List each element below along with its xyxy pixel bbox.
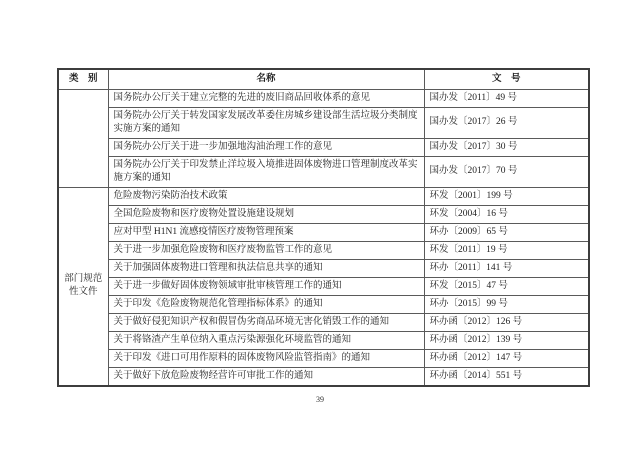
doc-no-cell: 环发〔2004〕16 号 bbox=[424, 205, 589, 223]
doc-no-cell: 环办〔2011〕141 号 bbox=[424, 259, 589, 277]
table-row bbox=[58, 331, 589, 349]
regulation-name-cell: 关于将铬渣产生单位纳入重点污染源强化环境监管的通知 bbox=[108, 331, 424, 349]
category-cell bbox=[58, 89, 108, 187]
regulations-table bbox=[57, 68, 590, 387]
table-row bbox=[58, 313, 589, 331]
regulation-name-cell: 全国危险废物和医疗废物处置设施建设规划 bbox=[108, 205, 424, 223]
table-row bbox=[58, 205, 589, 223]
regulation-name-cell: 关于加强固体废物进口管理和执法信息共享的通知 bbox=[108, 259, 424, 277]
header-category: 类 别 bbox=[58, 69, 108, 89]
doc-no-cell: 国办发〔2017〕26 号 bbox=[424, 107, 589, 138]
regulation-name-cell: 关于印发《进口可用作原料的固体废物风险监管指南》的通知 bbox=[108, 349, 424, 367]
table-row bbox=[58, 241, 589, 259]
table-row bbox=[58, 89, 589, 107]
doc-no-cell: 环办函〔2012〕147 号 bbox=[424, 349, 589, 367]
table-row bbox=[58, 259, 589, 277]
doc-no-cell: 环办〔2015〕99 号 bbox=[424, 295, 589, 313]
doc-no-cell: 国办发〔2017〕70 号 bbox=[424, 156, 589, 187]
regulation-name-cell: 危险废物污染防治技术政策 bbox=[108, 187, 424, 205]
regulation-name-cell: 国务院办公厅关于建立完整的先进的废旧商品回收体系的意见 bbox=[108, 89, 424, 107]
doc-no-cell: 环办函〔2012〕139 号 bbox=[424, 331, 589, 349]
regulations-table-body bbox=[58, 89, 589, 386]
regulation-name-cell: 关于印发《危险废物规范化管理指标体系》的通知 bbox=[108, 295, 424, 313]
doc-no-cell: 环发〔2001〕199 号 bbox=[424, 187, 589, 205]
doc-no-cell: 国办发〔2011〕49 号 bbox=[424, 89, 589, 107]
regulation-name-cell: 关于做好下放危险废物经营许可审批工作的通知 bbox=[108, 367, 424, 386]
category-cell: 部门规范性文件 bbox=[58, 187, 108, 386]
table-row bbox=[58, 223, 589, 241]
regulation-name-cell: 国务院办公厅关于进一步加强地沟油治理工作的意见 bbox=[108, 138, 424, 156]
regulation-name-cell: 应对甲型 H1N1 流感疫情医疗废物管理预案 bbox=[108, 223, 424, 241]
doc-no-cell: 环办函〔2014〕551 号 bbox=[424, 367, 589, 386]
regulation-name-cell: 国务院办公厅关于印发禁止洋垃圾入境推进固体废物进口管理制度改革实施方案的通知 bbox=[108, 156, 424, 187]
doc-no-cell: 环办函〔2012〕126 号 bbox=[424, 313, 589, 331]
header-doc-no: 文 号 bbox=[424, 69, 589, 89]
doc-no-cell: 环办〔2009〕65 号 bbox=[424, 223, 589, 241]
table-row bbox=[58, 277, 589, 295]
page-number: 39 bbox=[316, 395, 324, 404]
regulation-name-cell: 国务院办公厅关于转发国家发展改革委住房城乡建设部生活垃圾分类制度实施方案的通知 bbox=[108, 107, 424, 138]
table-row bbox=[58, 187, 589, 205]
table-row bbox=[58, 138, 589, 156]
doc-no-cell: 环发〔2011〕19 号 bbox=[424, 241, 589, 259]
regulation-name-cell: 关于进一步加强危险废物和医疗废物监管工作的意见 bbox=[108, 241, 424, 259]
table-row bbox=[58, 367, 589, 386]
regulation-name-cell: 关于进一步做好固体废物领域审批审核管理工作的通知 bbox=[108, 277, 424, 295]
header-name: 名称 bbox=[108, 69, 424, 89]
table-row bbox=[58, 107, 589, 138]
doc-no-cell: 国办发〔2017〕30 号 bbox=[424, 138, 589, 156]
table-row bbox=[58, 349, 589, 367]
table-row bbox=[58, 295, 589, 313]
doc-no-cell: 环发〔2015〕47 号 bbox=[424, 277, 589, 295]
table-header bbox=[58, 69, 589, 89]
regulation-name-cell: 关于做好侵犯知识产权和假冒伪劣商品环境无害化销毁工作的通知 bbox=[108, 313, 424, 331]
header-row bbox=[58, 69, 589, 89]
table-row bbox=[58, 156, 589, 187]
